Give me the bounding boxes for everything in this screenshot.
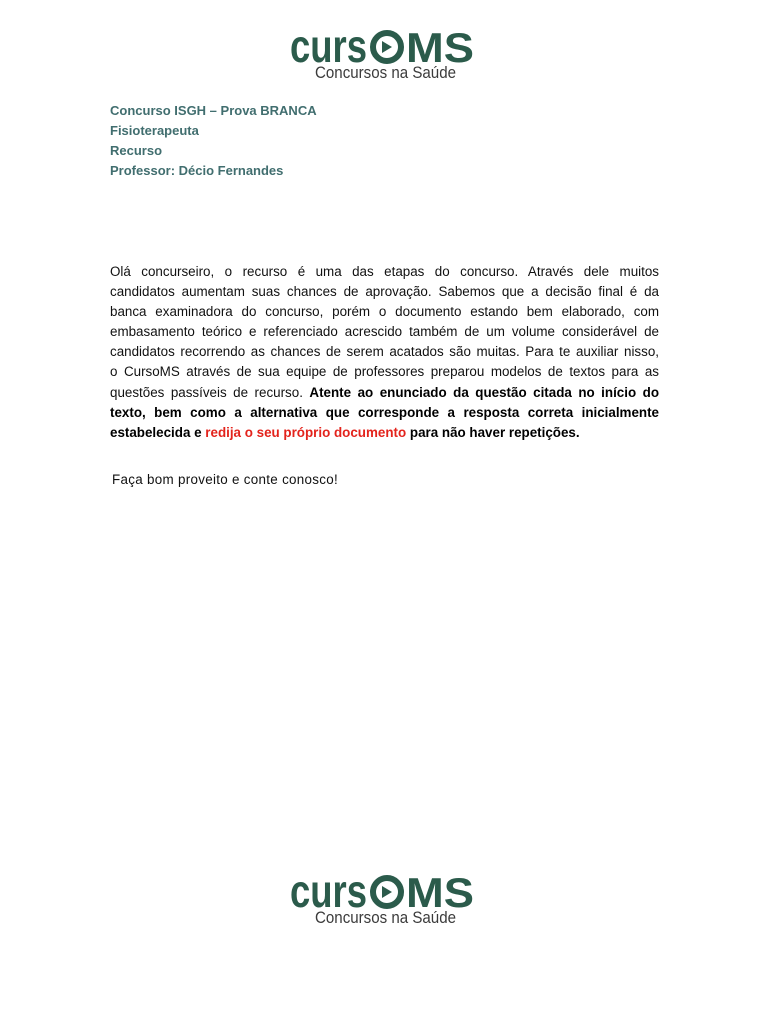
- logo-wordmark-right: MS: [406, 24, 474, 71]
- logo-wordmark-right: MS: [406, 869, 474, 916]
- paragraph-text: candidatos recorrendo as chances de serem acatados são muitas. Para te auxiliar nisso,: [110, 344, 659, 360]
- cursoms-logo-footer: [280, 867, 490, 931]
- paragraph-bold-text: texto, bem como a alternativa que corresponde a resposta correta inicialmente: [110, 404, 659, 420]
- logo-wordmark-left: curs: [290, 20, 367, 72]
- paragraph-text: banca examinadora do concurso, porém o documento estando bem elaborado, com: [110, 304, 659, 320]
- paragraph-line: [110, 403, 659, 423]
- closing-line: Faça bom proveito e conte conosco!: [112, 472, 339, 487]
- paragraph-line: [110, 282, 659, 302]
- paragraph-text: questões passíveis de recurso.: [110, 384, 310, 400]
- logo-graphic: [280, 22, 490, 86]
- professor-name: Professor: Décio Fernandes: [110, 163, 284, 178]
- paragraph-line: [110, 302, 659, 322]
- play-circle-icon: [373, 878, 401, 906]
- paragraph-line: [110, 362, 659, 382]
- logo-wordmark-left: curs: [290, 865, 367, 917]
- paragraph-text: Olá concurseiro, o recurso é uma das etapas do concurso. Através dele muitos: [110, 264, 659, 279]
- paragraph-bold-text: Atente ao enunciado da questão citada no início do: [309, 384, 659, 400]
- paragraph-text: embasamento teórico e referenciado acrescido também de um volume considerável de: [110, 324, 659, 340]
- document-type: Recurso: [110, 143, 163, 158]
- paragraph-highlight-text: redija o seu próprio documento: [205, 424, 407, 440]
- paragraph-line: [110, 262, 659, 282]
- paragraph-line: [110, 383, 659, 403]
- paragraph-bold-text: estabelecida e: [110, 424, 206, 440]
- paragraph-text: candidatos aumentam suas chances de aprovação. Sabemos que a decisão final é da: [110, 284, 659, 300]
- logo-tagline: Concursos na Saúde: [315, 63, 456, 82]
- paragraph-bold-text: para não haver repetições.: [406, 424, 580, 440]
- logo-graphic: [280, 867, 490, 931]
- paragraph-line: [110, 342, 659, 362]
- exam-title: Concurso ISGH – Prova BRANCA: [110, 103, 317, 118]
- job-role: Fisioterapeuta: [110, 123, 199, 138]
- paragraph-text: o CursoMS através de sua equipe de professores preparou modelos de textos para as: [110, 364, 659, 380]
- logo-tagline: Concursos na Saúde: [315, 908, 456, 927]
- cursoms-logo-header: [280, 22, 490, 86]
- paragraph-line: [110, 322, 659, 342]
- intro-paragraph: [110, 262, 659, 443]
- play-circle-icon: [373, 33, 401, 61]
- paragraph-line: [110, 423, 659, 443]
- document-header: [110, 101, 530, 181]
